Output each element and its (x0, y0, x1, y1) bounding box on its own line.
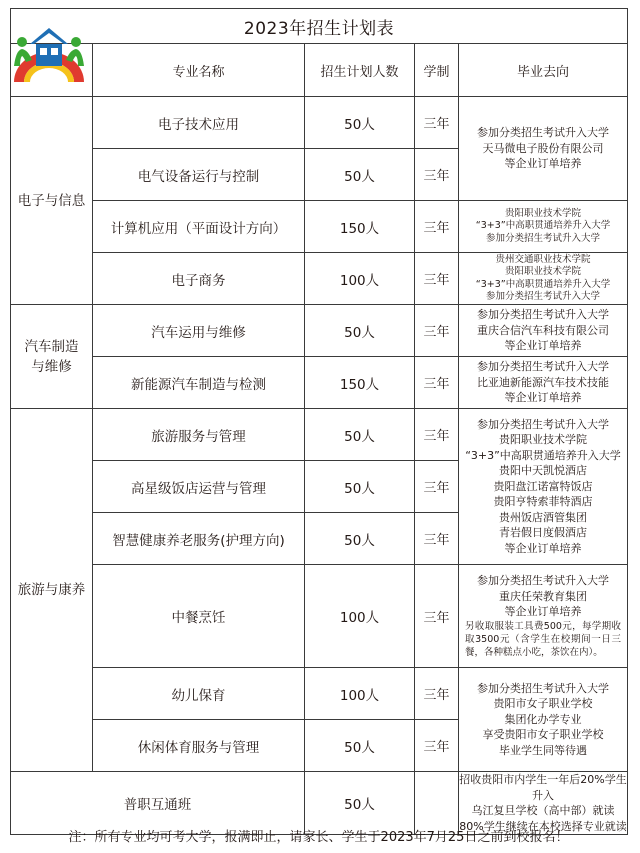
enroll-count: 50人 (305, 409, 415, 461)
study-years: 三年 (415, 720, 459, 772)
enroll-count: 50人 (305, 97, 415, 149)
school-logo (10, 22, 88, 84)
destination-line: 贵阳盘江诺富特饭店 (493, 479, 593, 493)
footer-note: 注：所有专业均可考大学，报满即止，请家长、学生于2023年7月25日之前到校报名！ (68, 830, 569, 845)
logo-figure-head (71, 37, 81, 47)
major-name: 电子商务 (93, 253, 305, 305)
destination-line: 等企业订单培养 (504, 391, 582, 405)
study-years: 三年 (415, 565, 459, 668)
page-title: 2023年招生计划表 (11, 9, 628, 44)
enroll-count: 100人 (305, 565, 415, 668)
table-row (11, 668, 628, 720)
destination-line: 贵阳市女子职业学校 (493, 697, 593, 711)
major-name: 智慧健康养老服务(护理方向) (93, 513, 305, 565)
destination-line: 招收贵阳市内学生一年后20%学生升入 (459, 773, 627, 802)
study-years: 三年 (415, 253, 459, 305)
header-years: 学制 (415, 44, 459, 97)
enrollment-plan-table (10, 8, 628, 835)
enroll-count: 50人 (305, 720, 415, 772)
destination-line: 重庆任荣教育集团 (499, 589, 587, 603)
destination-line: 贵州饭店酒管集团 (499, 510, 587, 524)
major-name: 计算机应用（平面设计方向） (93, 201, 305, 253)
enroll-count: 50人 (305, 149, 415, 201)
category-tourism: 旅游与康养 (11, 409, 93, 772)
table-row (11, 357, 628, 409)
major-name: 旅游服务与管理 (93, 409, 305, 461)
destination-line: 贵阳中天凯悦酒店 (499, 464, 587, 478)
destination-cell (459, 305, 628, 357)
study-years: 三年 (415, 513, 459, 565)
header-count: 招生计划人数 (305, 44, 415, 97)
destination-line: 贵阳职业技术学院 (505, 266, 582, 277)
destination-line: 等企业订单培养 (504, 339, 582, 353)
major-name: 电气设备运行与控制 (93, 149, 305, 201)
study-years: 三年 (415, 149, 459, 201)
destination-cell (459, 565, 628, 668)
destination-line: 80%学生继续在本校选择专业就读 (459, 819, 627, 833)
logo-roof (30, 28, 68, 44)
destination-line: 等企业订单培养 (504, 541, 582, 555)
destination-line: 贵阳职业技术学院 (499, 433, 587, 447)
category-automotive (11, 305, 93, 409)
destination-line: 集团化办学专业 (504, 712, 582, 726)
table-row (11, 97, 628, 149)
logo-figure-head (17, 37, 27, 47)
enroll-count: 100人 (305, 253, 415, 305)
destination-cell (459, 201, 628, 253)
destination-line: 参加分类招生考试升入大学 (486, 232, 601, 244)
major-name: 中餐烹饪 (93, 565, 305, 668)
table-row (11, 305, 628, 357)
enroll-count: 50人 (305, 305, 415, 357)
enroll-count: 50人 (305, 461, 415, 513)
destination-line: 参加分类招生考试升入大学 (477, 308, 609, 322)
study-years: 三年 (415, 201, 459, 253)
enroll-count: 50人 (305, 772, 415, 835)
destination-line: 等企业订单培养 (504, 605, 582, 619)
major-name: 电子技术应用 (93, 97, 305, 149)
category-line: 与维修 (31, 358, 72, 375)
major-name: 幼儿保育 (93, 668, 305, 720)
logo-house (36, 44, 62, 66)
destination-line: 天马微电子股份有限公司 (482, 141, 604, 155)
table-row (11, 253, 628, 305)
destination-line: 乌江复旦学校（高中部）就读 (471, 804, 615, 817)
destination-line: 参加分类招生考试升入大学 (477, 417, 609, 431)
logo-window (40, 48, 47, 55)
study-years: 三年 (415, 461, 459, 513)
destination-line: 比亚迪新能源汽车技术技能 (477, 375, 609, 389)
category-electronics: 电子与信息 (11, 97, 93, 305)
study-years: 三年 (415, 668, 459, 720)
destination-line: “3+3”中高职贯通培养升入大学 (465, 448, 621, 462)
destination-line: “3+3”中高职贯通培养升入大学 (475, 220, 611, 232)
destination-line: 青岩假日度假酒店 (499, 526, 587, 540)
destination-line: 贵州交通职业技术学院 (495, 253, 591, 265)
destination-line: 毕业学生同等待遇 (499, 743, 587, 757)
destination-cell (459, 357, 628, 409)
category-line: 汽车制造 (24, 338, 79, 355)
destination-line: 参加分类招生考试升入大学 (477, 126, 609, 140)
destination-line: 贵阳职业技术学院 (505, 207, 582, 219)
header-destination: 毕业去向 (459, 44, 628, 97)
destination-line: “3+3”中高职贯通培养升入大学 (475, 278, 611, 290)
destination-cell (459, 668, 628, 772)
major-name: 新能源汽车制造与检测 (93, 357, 305, 409)
fee-note: 另收取服装工具费500元，每学期收取3500元（含学生在校期间一日三餐，各种糕点小吃，茶饮在内）。 (465, 620, 622, 658)
enroll-count: 150人 (305, 357, 415, 409)
destination-cell (459, 97, 628, 201)
table-row (11, 409, 628, 461)
table-row (11, 565, 628, 668)
destination-line: 参加分类招生考试升入大学 (486, 291, 601, 302)
study-years: 三年 (415, 305, 459, 357)
destination-line: 贵阳亨特索菲特酒店 (493, 495, 593, 509)
study-years: 三年 (415, 357, 459, 409)
table-row (11, 201, 628, 253)
study-years: 三年 (415, 97, 459, 149)
enroll-count: 100人 (305, 668, 415, 720)
destination-line: 等企业订单培养 (504, 157, 582, 171)
destination-line: 参加分类招生考试升入大学 (477, 681, 609, 695)
major-name: 休闲体育服务与管理 (93, 720, 305, 772)
study-years: 三年 (415, 409, 459, 461)
major-name: 普职互通班 (11, 772, 305, 835)
destination-line: 参加分类招生考试升入大学 (477, 574, 609, 588)
destination-cell (459, 409, 628, 565)
major-name: 高星级饭店运营与管理 (93, 461, 305, 513)
destination-line: 重庆合信汽车科技有限公司 (477, 323, 609, 337)
destination-line: 参加分类招生考试升入大学 (477, 360, 609, 374)
destination-line: 享受贵阳市女子职业学校 (482, 728, 604, 742)
logo-window (51, 48, 58, 55)
enroll-count: 50人 (305, 513, 415, 565)
enroll-count: 150人 (305, 201, 415, 253)
major-name: 汽车运用与维修 (93, 305, 305, 357)
header-major: 专业名称 (93, 44, 305, 97)
destination-cell (459, 253, 628, 305)
